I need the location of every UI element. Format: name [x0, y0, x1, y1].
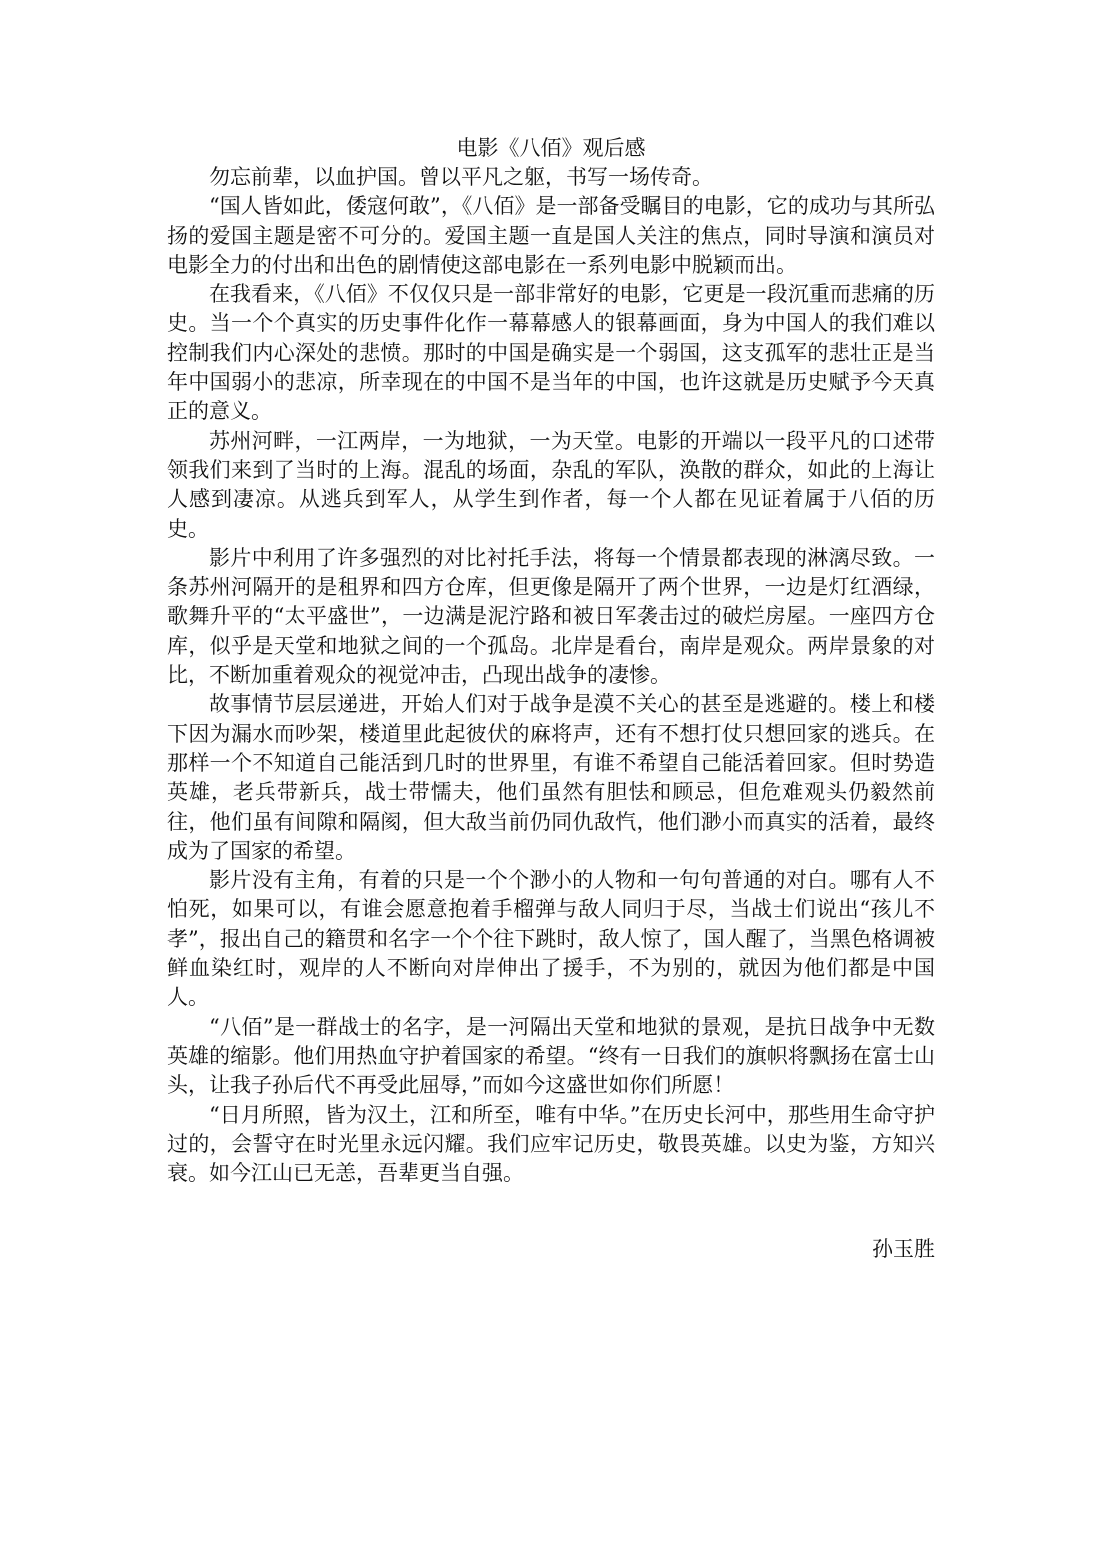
paragraph-2: “国人皆如此，倭寇何敢”，《八佰》是一部备受瞩目的电影，它的成功与其所弘扬的爱国主题是密不可分的。爱国主题一直是国人关注的焦点，同时导演和演员对电影全力的付出和出色的剧情使这部电影在一系列电影中脱颖而出。: [167, 194, 935, 277]
paragraph-5: 影片中利用了许多强烈的对比衬托手法，将每一个情景都表现的淋漓尽致。一条苏州河隔开的是租界和四方仓库，但更像是隔开了两个世界，一边是灯红酒绿，歌舞升平的“太平盛世”，一边满是泥泞路和被日军袭击过的破烂房屋。一座四方仓库，似乎是天堂和地狱之间的一个孤岛。北岸是看台，南岸是观众。两岸景象的对比，不断加重着观众的视觉冲击，凸现出战争的凄惨。: [167, 545, 935, 688]
document-body: [167, 134, 935, 1188]
paragraph-8: “八佰”是一群战士的名字，是一河隔出天堂和地狱的景观，是抗日战争中无数英雄的缩影。他们用热血守护着国家的希望。“终有一日我们的旗帜将飘扬在富士山头，让我子孙后代不再受此屈辱，”而如今这盛世如你们所愿！: [167, 1014, 935, 1098]
paragraph-1: 勿忘前辈，以血护国。曾以平凡之躯，书写一场传奇。: [209, 165, 713, 189]
paragraph-6: 故事情节层层递进，开始人们对于战争是漠不关心的甚至是逃避的。楼上和楼下因为漏水而吵架，楼道里此起彼伏的麻将声，还有不想打仗只想回家的逃兵。在那样一个不知道自己能活到几时的世界里，有谁不希望自己能活着回家。但时势造英雄，老兵带新兵，战士带懦夫，他们虽然有胆怯和顾忌，但危难观头仍毅然前往，他们虽有间隙和隔阂，但大敌当前仍同仇敌忾，他们渺小而真实的活着，最终成为了国家的希望。: [167, 692, 935, 863]
document-title: 电影《八佰》观后感: [456, 136, 646, 160]
paragraph-3: 在我看来，《八佰》不仅仅只是一部非常好的电影，它更是一段沉重而悲痛的历史。当一个个真实的历史事件化作一幕幕感人的银幕画面，身为中国人的我们难以控制我们内心深处的悲愤。那时的中国是确实是一个弱国，这支孤军的悲壮正是当年中国弱小的悲凉，所幸现在的中国不是当年的中国，也许这就是历史赋予今天真正的意义。: [167, 282, 935, 424]
paragraph-7: 影片没有主角，有着的只是一个个渺小的人物和一句句普通的对白。哪有人不怕死，如果可以，有谁会愿意抱着手榴弹与敌人同归于尽，当战士们说出“孩儿不孝”，报出自己的籍贯和名字一个个往下跳时，敌人惊了，国人醒了，当黑色格调被鲜血染红时，观岸的人不断向对岸伸出了援手，不为别的，就因为他们都是中国人。: [167, 868, 935, 1010]
paragraph-9: “日月所照，皆为汉土，江和所至，唯有中华。”在历史长河中，那些用生命守护过的，会誓守在时光里永远闪耀。我们应牢记历史，敬畏英雄。以史为鉴，方知兴衰。如今江山已无恙，吾辈更当自强。: [167, 1102, 935, 1186]
author-signature: 孙玉胜: [872, 1237, 935, 1261]
paragraph-4: 苏州河畔，一江两岸，一为地狱，一为天堂。电影的开端以一段平凡的口述带领我们来到了当时的上海。混乱的场面，杂乱的军队，涣散的群众，如此的上海让人感到凄凉。从逃兵到军人，从学生到作者，每一个人都在见证着属于八佰的历史。: [167, 428, 935, 541]
